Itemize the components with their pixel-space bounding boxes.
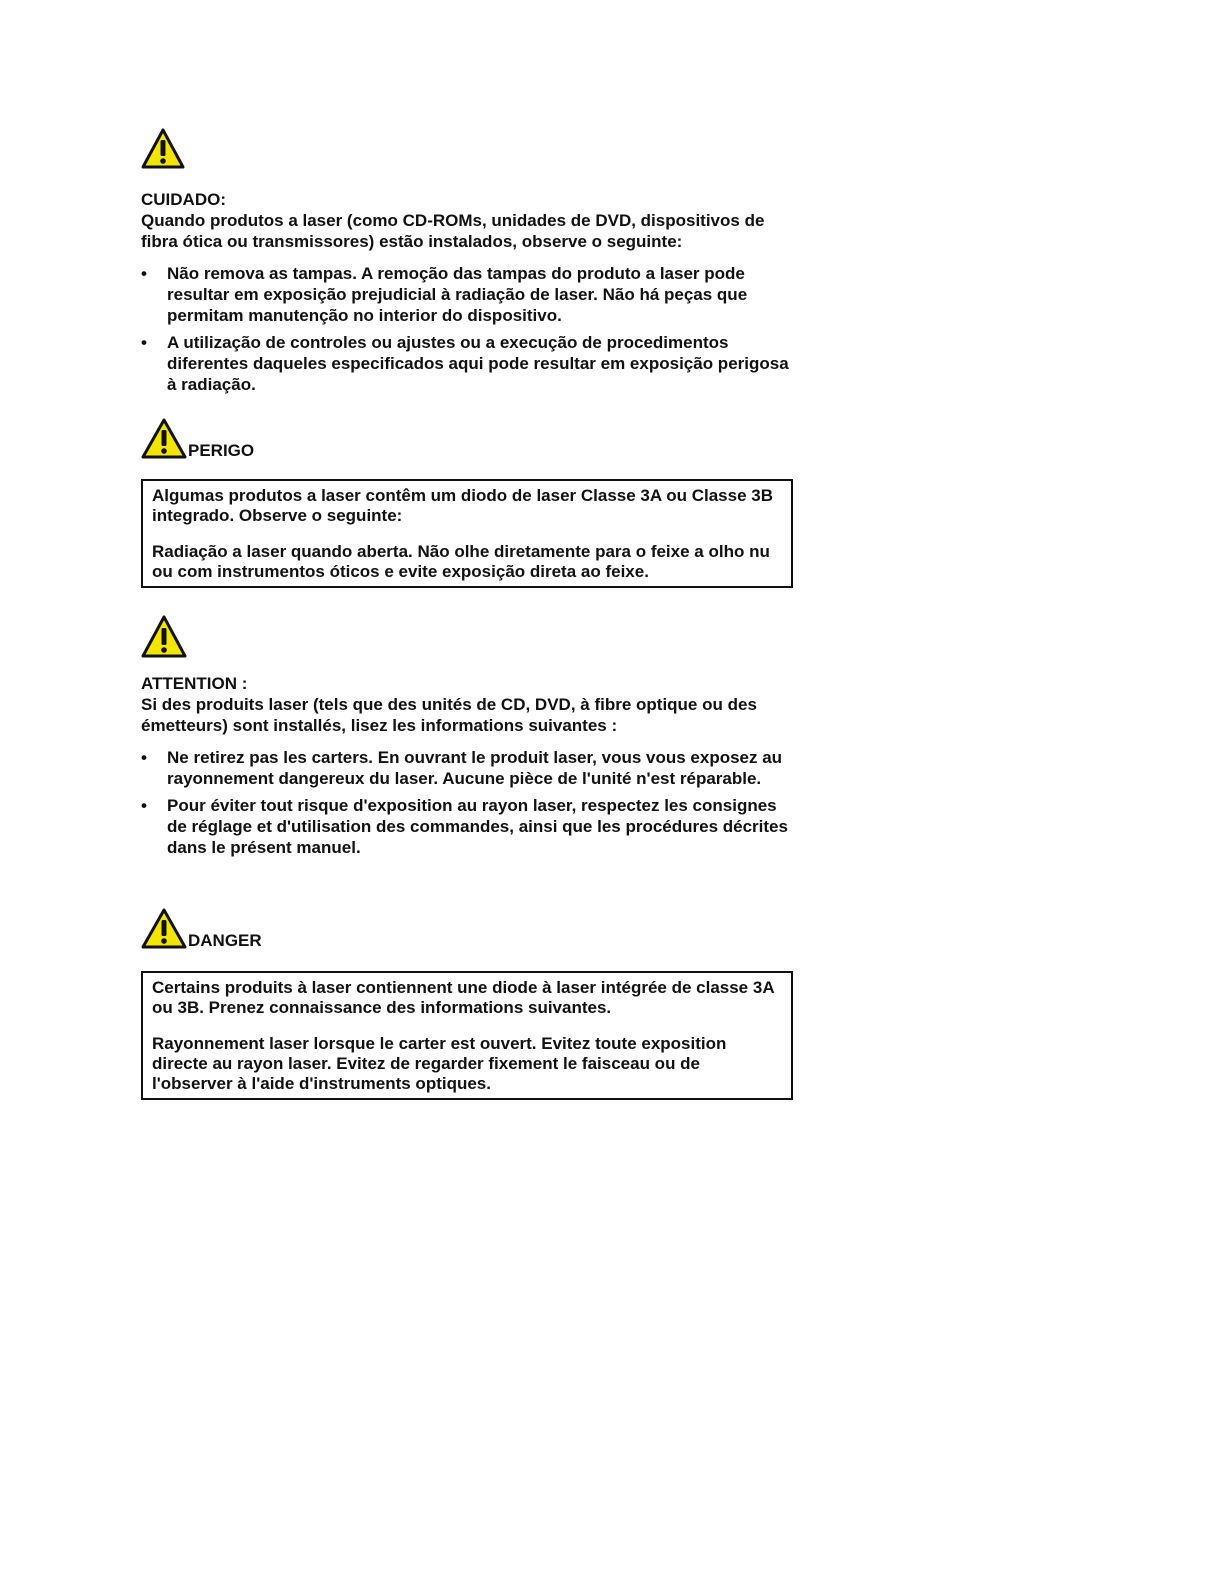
caution-bullet-list xyxy=(141,263,801,401)
list-item xyxy=(141,263,801,326)
caution-intro: Si des produits laser (tels que des unités de CD, DVD, à fibre optique ou des émetteurs) sont installés, lisez les informations suivantes : xyxy=(141,695,757,735)
list-item xyxy=(141,795,801,858)
danger-paragraph: Algumas produtos a laser contêm um diodo de laser Classe 3A ou Classe 3B integrado. Observe o seguinte: xyxy=(152,486,773,525)
danger-paragraph: Radiação a laser quando aberta. Não olhe diretamente para o feixe a olho nu ou com instrumentos óticos e evite exposição direta ao feixe. xyxy=(152,542,770,581)
danger-heading xyxy=(141,416,254,460)
bullet-glyph: • xyxy=(141,264,147,283)
bullet-glyph: • xyxy=(141,796,147,815)
caution-intro: Quando produtos a laser (como CD-ROMs, unidades de DVD, dispositivos de fibra ótica ou transmissores) estão instalados, observe o seguinte: xyxy=(141,211,765,251)
warning-triangle-icon xyxy=(141,128,185,170)
danger-heading xyxy=(141,906,262,950)
warning-triangle-icon xyxy=(141,908,187,950)
danger-label: PERIGO xyxy=(188,441,255,460)
danger-paragraph: Certains produits à laser contiennent une diode à laser intégrée de classe 3A ou 3B. Prenez connaissance des informations suivantes. xyxy=(152,978,774,1017)
list-item-text: Pour éviter tout risque d'exposition au rayon laser, respectez les consignes de réglage et d'utilisation des commandes, ainsi que les procédures décrites dans le présent manuel. xyxy=(167,796,788,857)
danger-label: DANGER xyxy=(188,931,262,950)
danger-paragraph: Rayonnement laser lorsque le carter est ouvert. Evitez toute exposition directe au rayon laser. Evitez de regarder fixement le faisceau ou de l'observer à l'aide d'instruments optiques. xyxy=(152,1034,727,1093)
caution-bullet-list xyxy=(141,747,801,864)
danger-box xyxy=(141,971,793,1100)
warning-triangle-icon xyxy=(141,418,187,460)
list-item-text: Não remova as tampas. A remoção das tampas do produto a laser pode resultar em exposição prejudicial à radiação de laser. Não há peças que permitam manutenção no interior do dispositivo. xyxy=(167,264,748,325)
list-item xyxy=(141,332,801,395)
bullet-glyph: • xyxy=(141,748,147,767)
caution-label: CUIDADO: xyxy=(141,190,226,209)
list-item xyxy=(141,747,801,789)
list-item-text: Ne retirez pas les carters. En ouvrant le produit laser, vous vous exposez au rayonnement dangereux du laser. Aucune pièce de l'unité n'est réparable. xyxy=(167,748,783,788)
caution-label: ATTENTION : xyxy=(141,674,248,693)
danger-box xyxy=(141,479,793,588)
list-item-text: A utilização de controles ou ajustes ou a execução de procedimentos diferentes daqueles especificados aqui pode resultar em exposição perigosa à radiação. xyxy=(167,333,789,394)
bullet-glyph: • xyxy=(141,333,147,352)
warning-triangle-icon xyxy=(141,615,187,659)
